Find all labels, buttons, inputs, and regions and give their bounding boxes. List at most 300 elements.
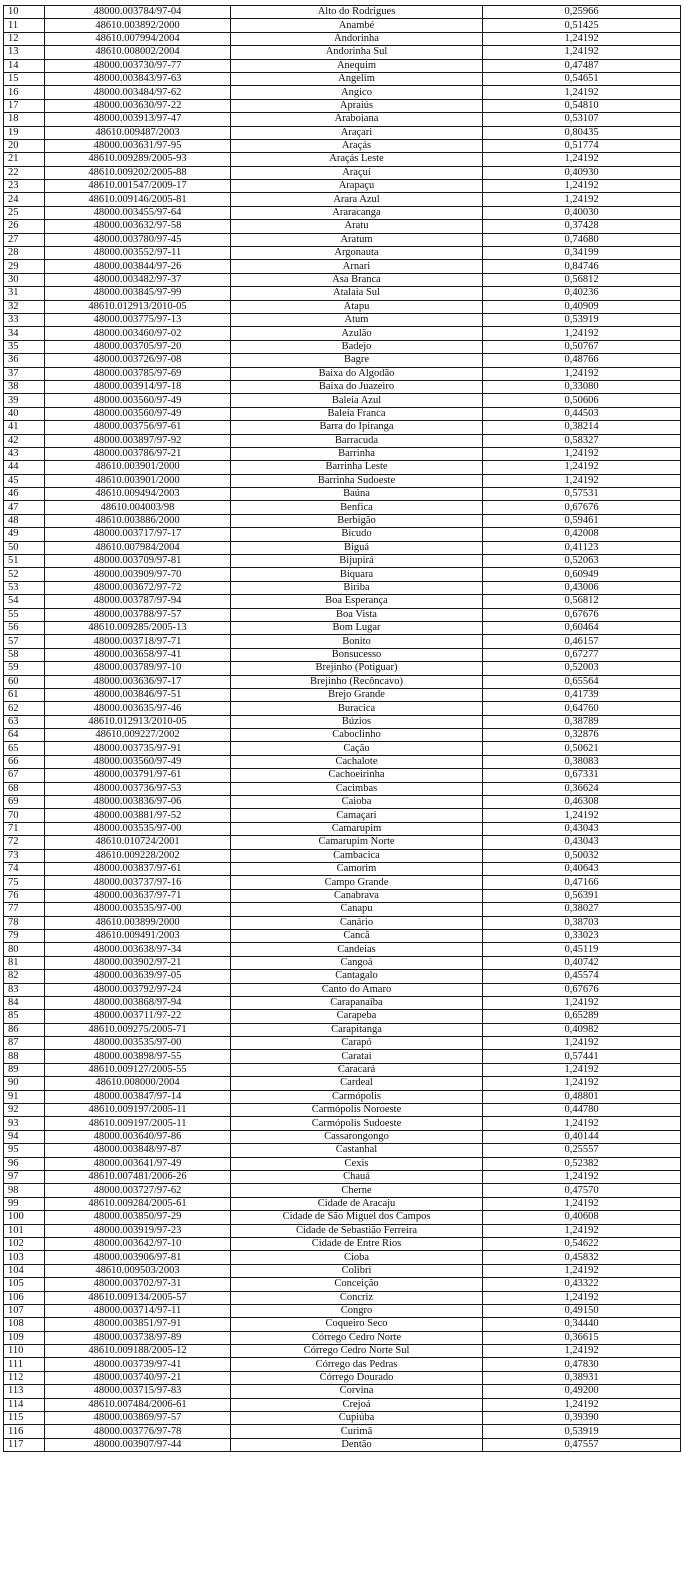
field-name: Benfica: [231, 501, 483, 514]
field-name: Dentão: [231, 1438, 483, 1451]
table-row: [4, 1278, 681, 1291]
process-number: 48000.003784/97-04: [45, 6, 231, 19]
value-cell: 0,36615: [483, 1331, 681, 1344]
value-cell: 0,40909: [483, 300, 681, 313]
row-number: 28: [4, 247, 45, 260]
process-number: 48000.003727/97-62: [45, 1184, 231, 1197]
row-number: 113: [4, 1385, 45, 1398]
table-row: [4, 1090, 681, 1103]
process-number: 48000.003787/97-94: [45, 595, 231, 608]
row-number: 76: [4, 889, 45, 902]
table-row: [4, 1144, 681, 1157]
value-cell: 0,45574: [483, 970, 681, 983]
value-cell: 1,24192: [483, 180, 681, 193]
process-number: 48000.003780/97-45: [45, 233, 231, 246]
value-cell: 1,24192: [483, 153, 681, 166]
process-number: 48000.003792/97-24: [45, 983, 231, 996]
table-row: [4, 1197, 681, 1210]
value-cell: 0,50032: [483, 849, 681, 862]
field-name: Congro: [231, 1304, 483, 1317]
process-number: 48000.003718/97-71: [45, 635, 231, 648]
value-cell: 1,24192: [483, 1264, 681, 1277]
process-number: 48000.003740/97-21: [45, 1371, 231, 1384]
row-number: 29: [4, 260, 45, 273]
field-name: Brejinho (Potiguar): [231, 662, 483, 675]
value-cell: 1,24192: [483, 1345, 681, 1358]
value-cell: 1,24192: [483, 1291, 681, 1304]
row-number: 92: [4, 1104, 45, 1117]
table-row: [4, 1077, 681, 1090]
row-number: 50: [4, 541, 45, 554]
value-cell: 0,34199: [483, 247, 681, 260]
table-row: [4, 621, 681, 634]
process-number: 48610.009227/2002: [45, 729, 231, 742]
process-number: 48610.007484/2006-61: [45, 1398, 231, 1411]
field-name: Camarupim Norte: [231, 836, 483, 849]
value-cell: 0,54622: [483, 1237, 681, 1250]
process-number: 48000.003775/97-13: [45, 313, 231, 326]
process-number: 48000.003482/97-37: [45, 273, 231, 286]
process-number: 48000.003868/97-94: [45, 996, 231, 1009]
value-cell: 0,40982: [483, 1023, 681, 1036]
field-name: Cidade de Entre Rios: [231, 1237, 483, 1250]
value-cell: 0,48801: [483, 1090, 681, 1103]
process-number: 48610.009289/2005-93: [45, 153, 231, 166]
value-cell: 0,43043: [483, 836, 681, 849]
row-number: 57: [4, 635, 45, 648]
field-name: Candeias: [231, 943, 483, 956]
table-row: [4, 769, 681, 782]
process-number: 48000.003739/97-41: [45, 1358, 231, 1371]
table-row: [4, 943, 681, 956]
table-row: [4, 970, 681, 983]
field-name: Curimã: [231, 1425, 483, 1438]
table-row: [4, 702, 681, 715]
table-row: [4, 461, 681, 474]
table-row: [4, 327, 681, 340]
row-number: 85: [4, 1010, 45, 1023]
table-row: [4, 32, 681, 45]
process-number: 48610.012913/2010-05: [45, 715, 231, 728]
value-cell: 1,24192: [483, 46, 681, 59]
field-name: Arnari: [231, 260, 483, 273]
process-number: 48610.003901/2000: [45, 474, 231, 487]
field-name: Colibri: [231, 1264, 483, 1277]
table-row: [4, 166, 681, 179]
value-cell: 0,52382: [483, 1157, 681, 1170]
field-name: Carmópolis: [231, 1090, 483, 1103]
table-row: [4, 1010, 681, 1023]
field-name: Barracuda: [231, 434, 483, 447]
process-number: 48000.003919/97-23: [45, 1224, 231, 1237]
table-row: [4, 313, 681, 326]
process-number: 48000.003909/97-70: [45, 568, 231, 581]
row-number: 111: [4, 1358, 45, 1371]
table-row: [4, 501, 681, 514]
process-number: 48000.003658/97-41: [45, 648, 231, 661]
process-number: 48000.003851/97-91: [45, 1318, 231, 1331]
process-number: 48000.003641/97-49: [45, 1157, 231, 1170]
row-number: 38: [4, 380, 45, 393]
process-number: 48610.009491/2003: [45, 929, 231, 942]
field-name: Carapitanga: [231, 1023, 483, 1036]
table-row: [4, 340, 681, 353]
row-number: 74: [4, 863, 45, 876]
row-number: 71: [4, 822, 45, 835]
table-row: [4, 193, 681, 206]
value-cell: 0,52003: [483, 662, 681, 675]
row-number: 110: [4, 1345, 45, 1358]
table-row: [4, 367, 681, 380]
process-number: 48000.003672/97-72: [45, 581, 231, 594]
value-cell: 1,24192: [483, 1170, 681, 1183]
process-number: 48000.003711/97-22: [45, 1010, 231, 1023]
table-row: [4, 916, 681, 929]
table-row: [4, 72, 681, 85]
field-name: Camaçari: [231, 809, 483, 822]
process-number: 48000.003636/97-17: [45, 675, 231, 688]
fields-table: [3, 5, 681, 1452]
table-row: [4, 113, 681, 126]
value-cell: 0,65564: [483, 675, 681, 688]
field-name: Anequim: [231, 59, 483, 72]
value-cell: 1,24192: [483, 1077, 681, 1090]
process-number: 48610.009228/2002: [45, 849, 231, 862]
row-number: 99: [4, 1197, 45, 1210]
row-number: 84: [4, 996, 45, 1009]
value-cell: 0,84746: [483, 260, 681, 273]
value-cell: 1,24192: [483, 86, 681, 99]
value-cell: 0,43043: [483, 822, 681, 835]
value-cell: 0,38703: [483, 916, 681, 929]
row-number: 102: [4, 1237, 45, 1250]
field-name: Bicudo: [231, 528, 483, 541]
field-name: Buracica: [231, 702, 483, 715]
table-row: [4, 1251, 681, 1264]
process-number: 48000.003715/97-83: [45, 1385, 231, 1398]
table-body: [4, 6, 681, 1452]
process-number: 48000.003785/97-69: [45, 367, 231, 380]
process-number: 48610.012913/2010-05: [45, 300, 231, 313]
process-number: 48000.003881/97-52: [45, 809, 231, 822]
row-number: 48: [4, 514, 45, 527]
process-number: 48610.003892/2000: [45, 19, 231, 32]
field-name: Azulão: [231, 327, 483, 340]
value-cell: 0,67676: [483, 608, 681, 621]
field-name: Conceição: [231, 1278, 483, 1291]
table-row: [4, 139, 681, 152]
table-row: [4, 541, 681, 554]
process-number: 48610.008002/2004: [45, 46, 231, 59]
row-number: 75: [4, 876, 45, 889]
field-name: Carataí: [231, 1050, 483, 1063]
row-number: 66: [4, 755, 45, 768]
table-row: [4, 1412, 681, 1425]
value-cell: 0,47570: [483, 1184, 681, 1197]
value-cell: 0,47557: [483, 1438, 681, 1451]
table-row: [4, 46, 681, 59]
row-number: 17: [4, 99, 45, 112]
value-cell: 0,57441: [483, 1050, 681, 1063]
field-name: Araçás Leste: [231, 153, 483, 166]
process-number: 48000.003786/97-21: [45, 447, 231, 460]
field-name: Corvina: [231, 1385, 483, 1398]
row-number: 54: [4, 595, 45, 608]
field-name: Cidade de Sebastião Ferreira: [231, 1224, 483, 1237]
row-number: 72: [4, 836, 45, 849]
row-number: 62: [4, 702, 45, 715]
field-name: Badejo: [231, 340, 483, 353]
field-name: Baixa do Algodão: [231, 367, 483, 380]
table-row: [4, 260, 681, 273]
value-cell: 0,38789: [483, 715, 681, 728]
table-row: [4, 206, 681, 219]
process-number: 48610.007994/2004: [45, 32, 231, 45]
row-number: 53: [4, 581, 45, 594]
value-cell: 0,47487: [483, 59, 681, 72]
value-cell: 0,67277: [483, 648, 681, 661]
field-name: Cassarongongo: [231, 1130, 483, 1143]
field-name: Bonsucesso: [231, 648, 483, 661]
row-number: 20: [4, 139, 45, 152]
process-number: 48000.003902/97-21: [45, 956, 231, 969]
table-row: [4, 1291, 681, 1304]
process-number: 48000.003730/97-77: [45, 59, 231, 72]
value-cell: 0,60949: [483, 568, 681, 581]
field-name: Caboclinho: [231, 729, 483, 742]
table-row: [4, 555, 681, 568]
table-row: [4, 889, 681, 902]
process-number: 48610.008000/2004: [45, 1077, 231, 1090]
row-number: 58: [4, 648, 45, 661]
row-number: 19: [4, 126, 45, 139]
row-number: 14: [4, 59, 45, 72]
value-cell: 1,24192: [483, 1224, 681, 1237]
row-number: 26: [4, 220, 45, 233]
process-number: 48000.003836/97-06: [45, 796, 231, 809]
field-name: Biguá: [231, 541, 483, 554]
value-cell: 0,46308: [483, 796, 681, 809]
field-name: Biquara: [231, 568, 483, 581]
field-name: Córrego das Pedras: [231, 1358, 483, 1371]
process-number: 48000.003756/97-61: [45, 421, 231, 434]
table-row: [4, 488, 681, 501]
table-row: [4, 996, 681, 1009]
process-number: 48000.003560/97-49: [45, 407, 231, 420]
process-number: 48000.003847/97-14: [45, 1090, 231, 1103]
process-number: 48000.003714/97-11: [45, 1304, 231, 1317]
value-cell: 0,37428: [483, 220, 681, 233]
row-number: 18: [4, 113, 45, 126]
row-number: 112: [4, 1371, 45, 1384]
value-cell: 0,25557: [483, 1144, 681, 1157]
row-number: 94: [4, 1130, 45, 1143]
field-name: Chauá: [231, 1170, 483, 1183]
field-name: Cioba: [231, 1251, 483, 1264]
process-number: 48610.009146/2005-81: [45, 193, 231, 206]
field-name: Castanhal: [231, 1144, 483, 1157]
process-number: 48000.003788/97-57: [45, 608, 231, 621]
row-number: 90: [4, 1077, 45, 1090]
field-name: Barrinha Sudoeste: [231, 474, 483, 487]
value-cell: 0,64760: [483, 702, 681, 715]
field-name: Barrinha: [231, 447, 483, 460]
row-number: 25: [4, 206, 45, 219]
field-name: Cupiúba: [231, 1412, 483, 1425]
row-number: 98: [4, 1184, 45, 1197]
table-row: [4, 99, 681, 112]
value-cell: 0,56812: [483, 273, 681, 286]
value-cell: 0,80435: [483, 126, 681, 139]
value-cell: 1,24192: [483, 367, 681, 380]
field-name: Coqueiro Seco: [231, 1318, 483, 1331]
value-cell: 0,41739: [483, 688, 681, 701]
table-row: [4, 849, 681, 862]
process-number: 48610.009197/2005-11: [45, 1117, 231, 1130]
value-cell: 0,56812: [483, 595, 681, 608]
value-cell: 0,43006: [483, 581, 681, 594]
field-name: Bonito: [231, 635, 483, 648]
process-number: 48000.003639/97-05: [45, 970, 231, 983]
table-row: [4, 595, 681, 608]
process-number: 48000.003846/97-51: [45, 688, 231, 701]
row-number: 100: [4, 1211, 45, 1224]
table-row: [4, 1130, 681, 1143]
table-row: [4, 407, 681, 420]
process-number: 48610.007481/2006-26: [45, 1170, 231, 1183]
value-cell: 1,24192: [483, 32, 681, 45]
table-row: [4, 983, 681, 996]
table-row: [4, 635, 681, 648]
table-row: [4, 220, 681, 233]
value-cell: 0,32876: [483, 729, 681, 742]
row-number: 93: [4, 1117, 45, 1130]
process-number: 48610.004003/98: [45, 501, 231, 514]
field-name: Atapu: [231, 300, 483, 313]
table-row: [4, 809, 681, 822]
process-number: 48000.003642/97-10: [45, 1237, 231, 1250]
process-number: 48000.003637/97-71: [45, 889, 231, 902]
table-row: [4, 568, 681, 581]
field-name: Alto do Rodrigues: [231, 6, 483, 19]
table-row: [4, 247, 681, 260]
value-cell: 0,41123: [483, 541, 681, 554]
row-number: 116: [4, 1425, 45, 1438]
field-name: Araboiana: [231, 113, 483, 126]
field-name: Cherne: [231, 1184, 483, 1197]
field-name: Aratu: [231, 220, 483, 233]
row-number: 63: [4, 715, 45, 728]
table-row: [4, 1184, 681, 1197]
table-row: [4, 474, 681, 487]
row-number: 55: [4, 608, 45, 621]
process-number: 48000.003738/97-89: [45, 1331, 231, 1344]
process-number: 48000.003736/97-53: [45, 782, 231, 795]
table-row: [4, 1304, 681, 1317]
table-row: [4, 662, 681, 675]
process-number: 48610.003886/2000: [45, 514, 231, 527]
row-number: 73: [4, 849, 45, 862]
process-number: 48610.009284/2005-61: [45, 1197, 231, 1210]
value-cell: 0,40144: [483, 1130, 681, 1143]
row-number: 10: [4, 6, 45, 19]
process-number: 48000.003717/97-17: [45, 528, 231, 541]
row-number: 83: [4, 983, 45, 996]
field-name: Andorinha: [231, 32, 483, 45]
value-cell: 1,24192: [483, 1398, 681, 1411]
table-row: [4, 715, 681, 728]
value-cell: 0,40742: [483, 956, 681, 969]
row-number: 67: [4, 769, 45, 782]
row-number: 117: [4, 1438, 45, 1451]
process-number: 48000.003631/97-95: [45, 139, 231, 152]
field-name: Berbigão: [231, 514, 483, 527]
row-number: 12: [4, 32, 45, 45]
field-name: Canário: [231, 916, 483, 929]
value-cell: 0,45832: [483, 1251, 681, 1264]
value-cell: 0,46157: [483, 635, 681, 648]
field-name: Cancã: [231, 929, 483, 942]
field-name: Caracará: [231, 1063, 483, 1076]
value-cell: 0,49200: [483, 1385, 681, 1398]
value-cell: 0,53107: [483, 113, 681, 126]
table-row: [4, 86, 681, 99]
field-name: Baúna: [231, 488, 483, 501]
value-cell: 0,40030: [483, 206, 681, 219]
value-cell: 1,24192: [483, 461, 681, 474]
value-cell: 0,42008: [483, 528, 681, 541]
row-number: 36: [4, 354, 45, 367]
row-number: 108: [4, 1318, 45, 1331]
process-number: 48000.003789/97-10: [45, 662, 231, 675]
row-number: 87: [4, 1037, 45, 1050]
field-name: Caioba: [231, 796, 483, 809]
field-name: Angico: [231, 86, 483, 99]
process-number: 48000.003791/97-61: [45, 769, 231, 782]
row-number: 43: [4, 447, 45, 460]
row-number: 79: [4, 929, 45, 942]
value-cell: 0,45119: [483, 943, 681, 956]
value-cell: 0,38027: [483, 903, 681, 916]
row-number: 46: [4, 488, 45, 501]
value-cell: 0,33080: [483, 380, 681, 393]
row-number: 15: [4, 72, 45, 85]
table-row: [4, 6, 681, 19]
row-number: 64: [4, 729, 45, 742]
value-cell: 0,54810: [483, 99, 681, 112]
table-row: [4, 180, 681, 193]
row-number: 44: [4, 461, 45, 474]
process-number: 48000.003907/97-44: [45, 1438, 231, 1451]
table-row: [4, 300, 681, 313]
row-number: 91: [4, 1090, 45, 1103]
process-number: 48000.003552/97-11: [45, 247, 231, 260]
row-number: 114: [4, 1398, 45, 1411]
row-number: 16: [4, 86, 45, 99]
value-cell: 0,47830: [483, 1358, 681, 1371]
field-name: Boa Esperança: [231, 595, 483, 608]
field-name: Barrinha Leste: [231, 461, 483, 474]
value-cell: 0,50767: [483, 340, 681, 353]
process-number: 48610.009275/2005-71: [45, 1023, 231, 1036]
value-cell: 0,44503: [483, 407, 681, 420]
table-row: [4, 1063, 681, 1076]
process-number: 48610.007984/2004: [45, 541, 231, 554]
row-number: 30: [4, 273, 45, 286]
process-number: 48000.003906/97-81: [45, 1251, 231, 1264]
value-cell: 0,36624: [483, 782, 681, 795]
row-number: 35: [4, 340, 45, 353]
